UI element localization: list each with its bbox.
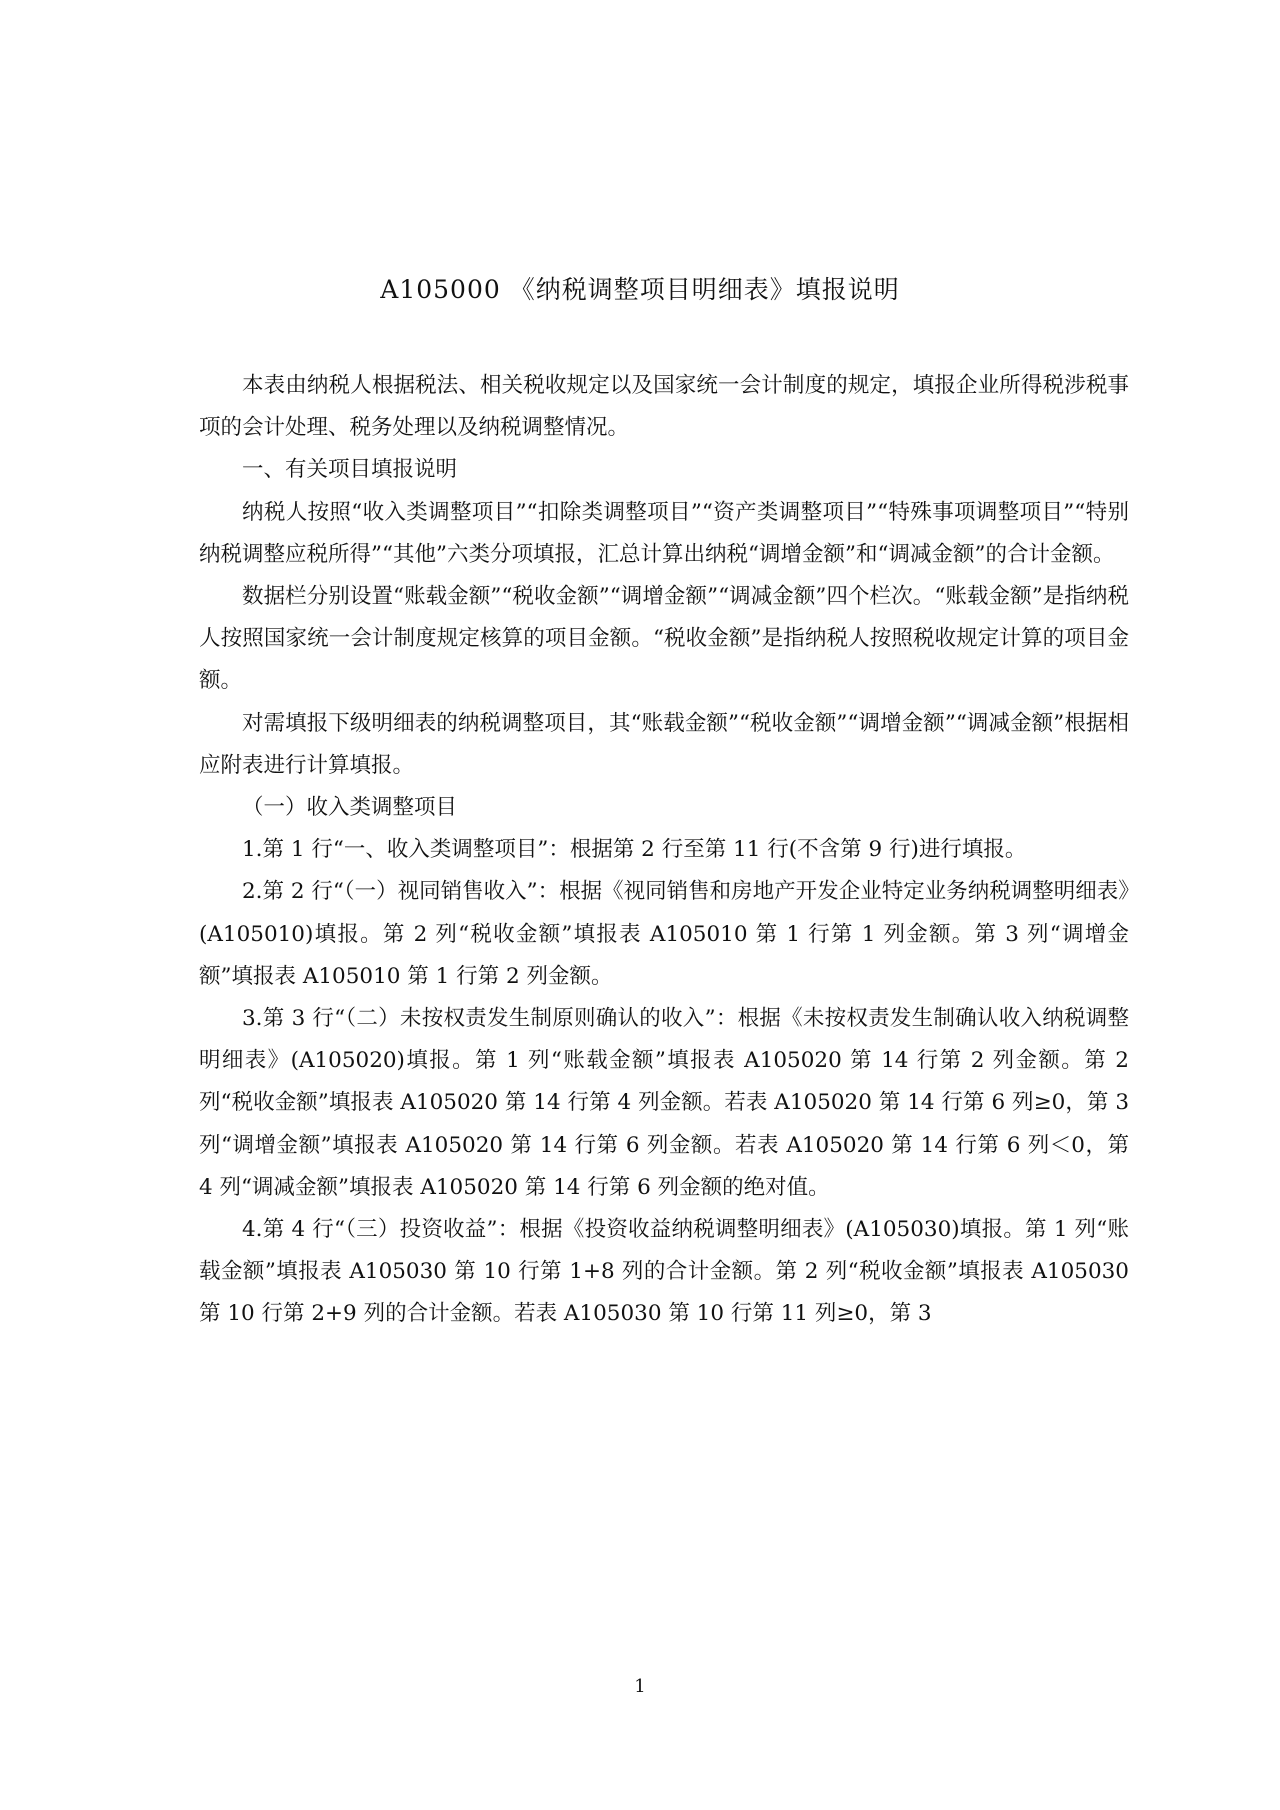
list-item: 4.第 4 行“（三）投资收益”：根据《投资收益纳税调整明细表》(A105030)填报。第 1 列“账载金额”填报表 A105030 第 10 行第 1+8 列的合计金额。第 2 列“税收金额”填报表 A105030 第 10 行第 2+9 列的合计金额。若表 A105030 第 10 行第 11 列≥0，第 3: [199, 1217, 1129, 1327]
body-paragraph: 数据栏分别设置“账载金额”“税收金额”“调增金额”“调减金额”四个栏次。“账载金额”是指纳税人按照国家统一会计制度规定核算的项目金额。“税收金额”是指纳税人按照税收规定计算的项目金额。: [199, 584, 1129, 694]
body-paragraph: 对需填报下级明细表的纳税调整项目，其“账载金额”“税收金额”“调增金额”“调减金额”根据相应附表进行计算填报。: [199, 710, 1129, 778]
section-heading: 一、有关项目填报说明: [242, 457, 458, 483]
list-item: 3.第 3 行“（二）未按权责发生制原则确认的收入”：根据《未按权责发生制确认收入纳税调整明细表》(A105020)填报。第 1 列“账载金额”填报表 A105020 第 14 行第 2 列金额。第 2 列“税收金额”填报表 A105020 第 14 行第 4 列金额。若表 A105020 第 14 行第 6 列≥0，第 3 列“调增金额”填报表 A105020 第 14 行第 6 列金额。若表 A105020 第 14 行第 6 列＜0，第 4 列“调减金额”填报表 A105020 第 14 行第 6 列金额的绝对值。: [199, 1006, 1129, 1200]
subsection-heading: （一）收入类调整项目: [242, 795, 458, 821]
document-title: A105000 《纳税调整项目明细表》填报说明: [380, 275, 900, 304]
body-paragraph: 纳税人按照“收入类调整项目”“扣除类调整项目”“资产类调整项目”“特殊事项调整项目”“特别纳税调整应税所得”“其他”六类分项填报，汇总计算出纳税“调增金额”和“调减金额”的合计金额。: [199, 499, 1129, 567]
document-body: [199, 365, 1129, 1336]
intro-paragraph: 本表由纳税人根据税法、相关税收规定以及国家统一会计制度的规定，填报企业所得税涉税事项的会计处理、税务处理以及纳税调整情况。: [199, 373, 1129, 441]
list-item: 1.第 1 行“一、收入类调整项目”：根据第 2 行至第 11 行(不含第 9 行)进行填报。: [242, 837, 1027, 863]
list-item: 2.第 2 行“（一）视同销售收入”：根据《视同销售和房地产开发企业特定业务纳税调整明细表》(A105010)填报。第 2 列“税收金额”填报表 A105010 第 1 行第 1 列金额。第 3 列“调增金额”填报表 A105010 第 1 行第 2 列金额。: [199, 879, 1129, 989]
page-number: 1: [634, 1676, 646, 1697]
